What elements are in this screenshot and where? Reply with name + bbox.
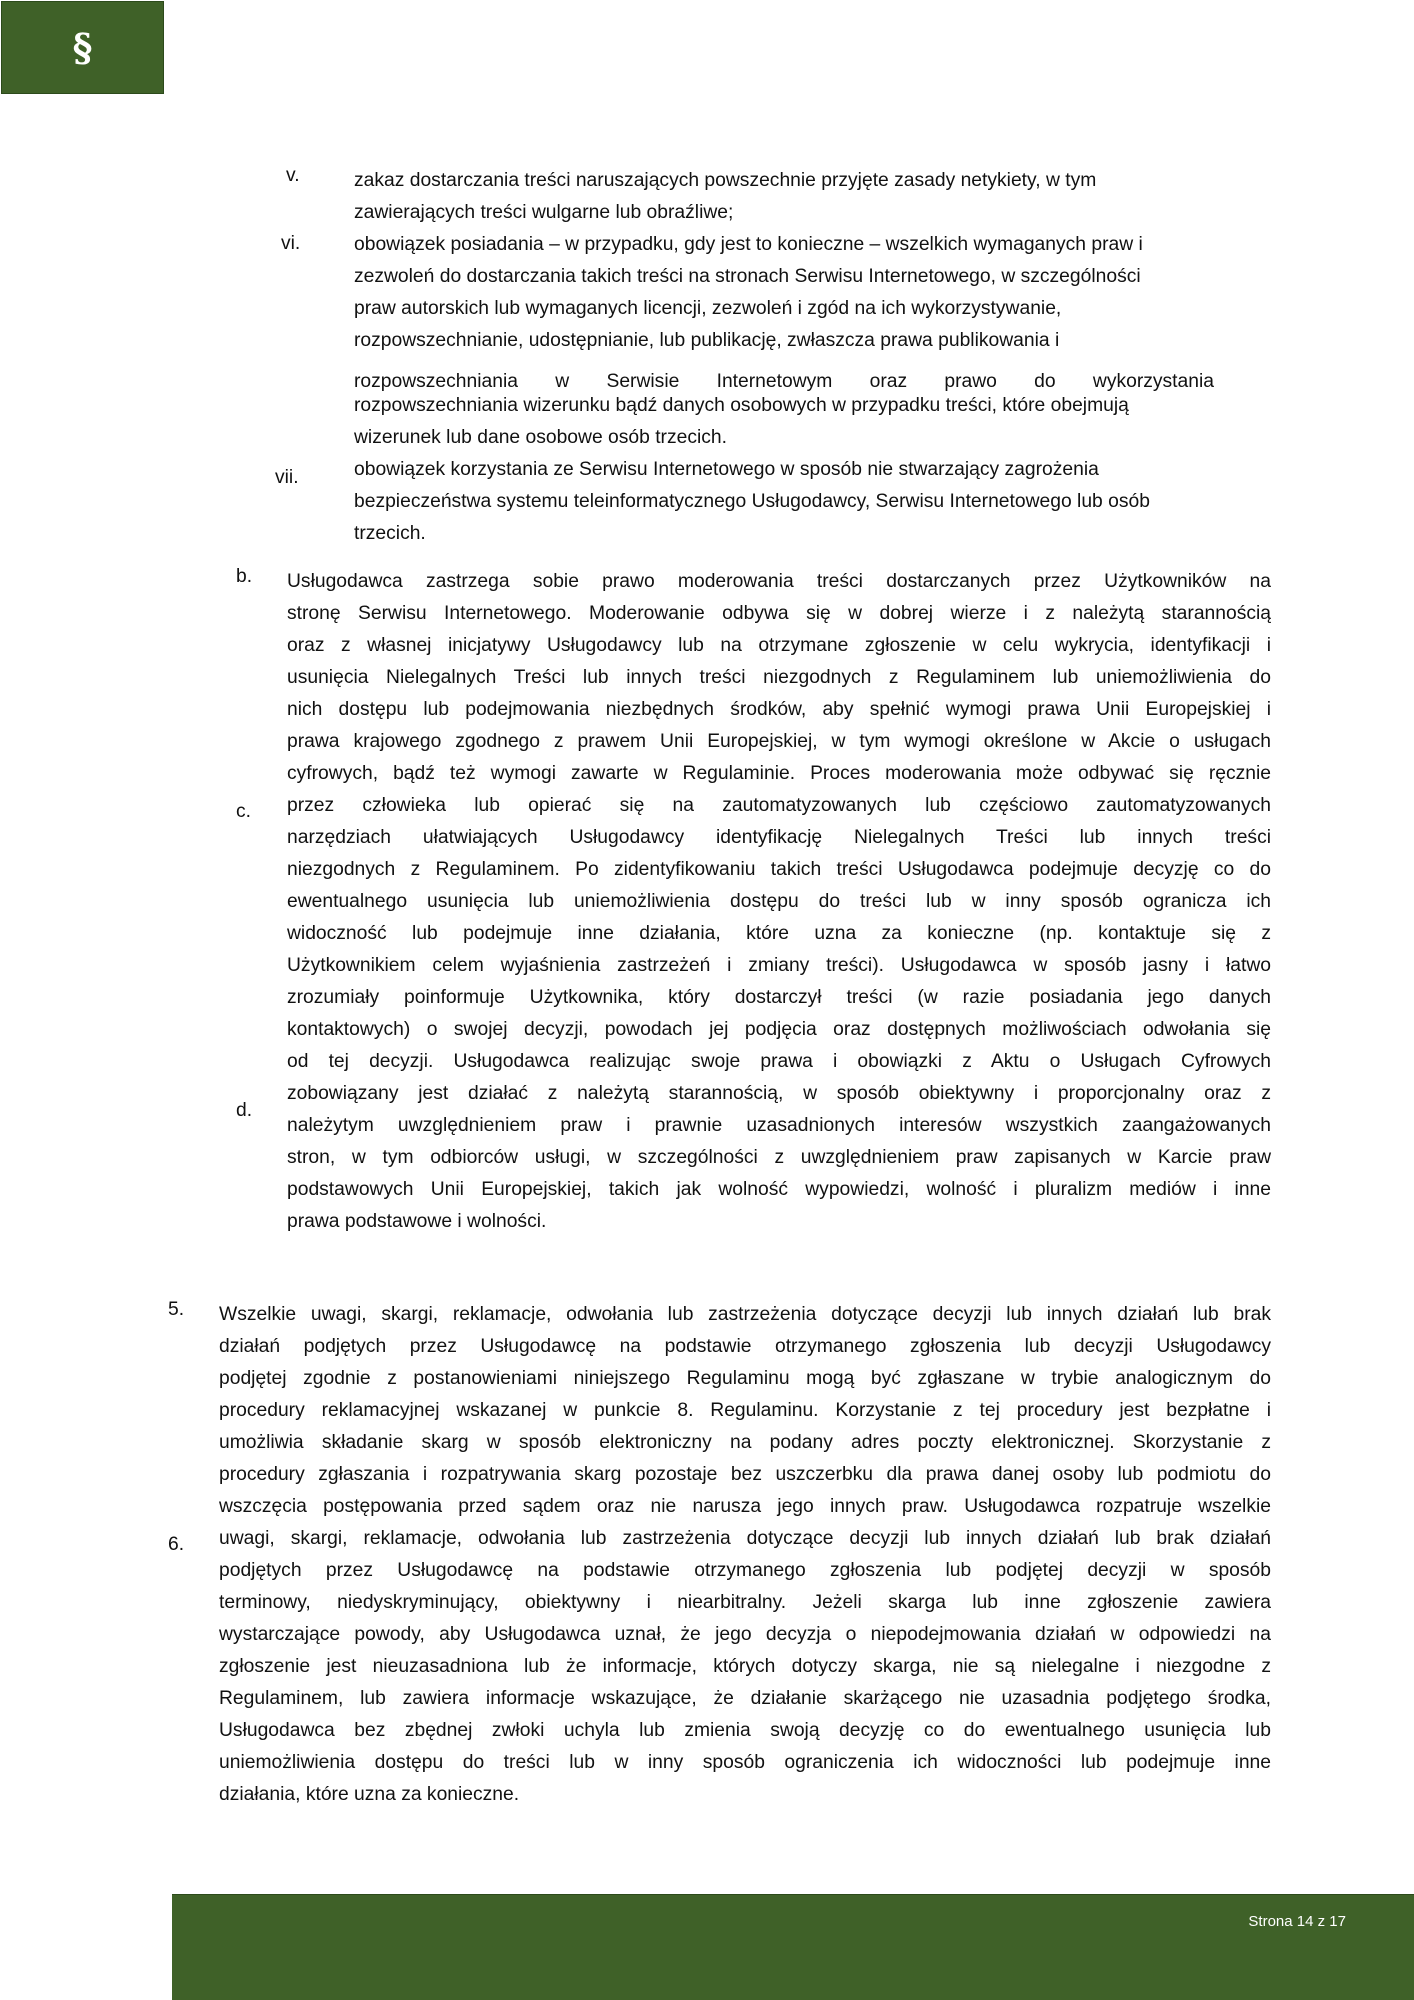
paragraph-line: zawierających treści wulgarne lub obraźliwe; [354,202,734,223]
paragraph-line: ewentualnego usunięcia lub uniemożliwienia dostępu do treści lub w inny sposób ogranicza ich [287,891,1271,912]
paragraph-line: praw autorskich lub wymaganych licencji, zezwoleń i zgód na ich wykorzystywanie, [354,298,1062,319]
paragraph-line: bezpieczeństwa systemu teleinformatycznego Usługodawcy, Serwisu Internetowego lub osób [354,491,1150,512]
paragraph-line: trzecich. [354,523,426,544]
paragraph-line: od tej decyzji. Usługodawca realizując swoje prawa i obowiązki z Aktu o Usługach Cyfrowych [287,1051,1271,1072]
paragraph-line: rozpowszechniania w Serwisie Internetowym oraz prawo do wykorzystania [354,371,1214,392]
item-marker-vii: vii. [275,467,299,488]
item-marker-6: 6. [168,1534,185,1555]
paragraph-line: nich dostępu lub podejmowania niezbędnych środków, aby spełnić wymogi prawa Unii Europejskiej i [287,699,1271,720]
paragraph-line: wystarczające powody, aby Usługodawca uznał, że jego decyzja o niepodejmowania działań w odpowiedzi na [219,1624,1271,1645]
paragraph-line: rozpowszechnianie, udostępnianie, lub publikację, zwłaszcza prawa publikowania i [354,330,1060,351]
paragraph-line: wizerunek lub dane osobowe osób trzecich. [354,427,727,448]
paragraph-line: podjętych przez Usługodawcę na podstawie otrzymanego zgłoszenia lub podjętej decyzji w sposób [219,1560,1271,1581]
paragraph-line: Usługodawca zastrzega sobie prawo moderowania treści dostarczanych przez Użytkowników na [287,571,1271,592]
paragraph-line: obowiązek korzystania ze Serwisu Internetowego w sposób nie stwarzający zagrożenia [354,459,1099,480]
paragraph-line: zakaz dostarczania treści naruszających powszechnie przyjęte zasady netykiety, w tym [354,170,1097,191]
paragraph-line: cyfrowych, bądź też wymogi zawarte w Regulaminie. Proces moderowania może odbywać się ręcznie [287,763,1271,784]
paragraph-line: narzędziach ułatwiających Usługodawcy identyfikację Nielegalnych Treści lub innych treści [287,827,1271,848]
paragraph-line: procedury reklamacyjnej wskazanej w punkcie 8. Regulaminu. Korzystanie z tej procedury jest bezpłatne i [219,1400,1271,1421]
paragraph-line: rozpowszechniania wizerunku bądź danych osobowych w przypadku treści, które obejmują [354,395,1129,416]
paragraph-line: prawa podstawowe i wolności. [287,1211,547,1232]
paragraph-line: zgłoszenie jest nieuzasadniona lub że informacje, których dotyczy skarga, nie są nielegalne i niezgodne z [219,1656,1271,1677]
paragraph-line: uwagi, skargi, reklamacje, odwołania lub zastrzeżenia dotyczące decyzji lub innych działań lub brak działań [219,1528,1271,1549]
paragraph-line: procedury zgłaszania i rozpatrywania skarg pozostaje bez uszczerbku dla prawa danej osoby lub podmiotu do [219,1464,1271,1485]
paragraph-line: Regulaminem, lub zawiera informacje wskazujące, że działanie skarżącego nie uzasadnia podjętego środka, [219,1688,1271,1709]
paragraph-line: uniemożliwienia dostępu do treści lub w inny sposób ograniczenia ich widoczności lub podejmuje inne [219,1752,1271,1773]
item-marker-vi: vi. [281,233,301,254]
paragraph-line: zrozumiały poinformuje Użytkownika, który dostarczył treści (w razie posiadania jego danych [287,987,1271,1008]
paragraph-line: stronę Serwisu Internetowego. Moderowanie odbywa się w dobrej wierze i z należytą starannością [287,603,1271,624]
paragraph-line: stron, w tym odbiorców usługi, w szczególności z uwzględnieniem praw zapisanych w Karcie praw [287,1147,1271,1168]
item-marker-5: 5. [168,1299,185,1320]
paragraph-line: podjętej zgodnie z postanowieniami niniejszego Regulaminu mogą być zgłaszane w trybie analogicznym do [219,1368,1271,1389]
paragraph-line: przez człowieka lub opierać się na zautomatyzowanych lub częściowo zautomatyzowanych [287,795,1271,816]
section-badge [1,1,164,94]
paragraph-line: Usługodawca bez zbędnej zwłoki uchyla lub zmienia swoją decyzję co do ewentualnego usunięcia lub [219,1720,1271,1741]
paragraph-line: usunięcia Nielegalnych Treści lub innych treści niezgodnych z Regulaminem lub uniemożliwienia do [287,667,1271,688]
paragraph-line: widoczność lub podejmuje inne działania, które uzna za konieczne (np. kontaktuje się z [287,923,1271,944]
item-marker-c: c. [236,801,251,822]
paragraph-line: działania, które uzna za konieczne. [219,1784,520,1805]
paragraph-line: prawa krajowego zgodnego z prawem Unii Europejskiej, w tym wymogi określone w Akcie o usługach [287,731,1271,752]
paragraph-line: Użytkownikiem celem wyjaśnienia zastrzeżeń i zmiany treści). Usługodawca w sposób jasny i łatwo [287,955,1271,976]
item-marker-d: d. [236,1100,253,1121]
paragraph-line: zobowiązany jest działać z należytą starannością, w sposób obiektywny i proporcjonalny oraz z [287,1083,1271,1104]
item-marker-v: v. [286,165,300,186]
paragraph-line: oraz z własnej inicjatywy Usługodawcy lub na otrzymane zgłoszenie w celu wykrycia, identyfikacji i [287,635,1271,656]
paragraph-line: Wszelkie uwagi, skargi, reklamacje, odwołania lub zastrzeżenia dotyczące decyzji lub innych działań lub brak [219,1304,1271,1325]
paragraph-line: zezwoleń do dostarczania takich treści na stronach Serwisu Internetowego, w szczególności [354,266,1141,287]
paragraph-line: wszczęcia postępowania przed sądem oraz nie narusza jego innych praw. Usługodawca rozpatruje wszelkie [219,1496,1271,1517]
page-footer [172,1894,1414,2000]
section-symbol: § [72,25,93,70]
item-marker-b: b. [236,566,253,587]
paragraph-line: podstawowych Unii Europejskiej, takich jak wolność wypowiedzi, wolność i pluralizm mediów i inne [287,1179,1271,1200]
paragraph-line: kontaktowych) o swojej decyzji, powodach jej podjęcia oraz dostępnych możliwościach odwołania się [287,1019,1271,1040]
paragraph-line: umożliwia składanie skarg w sposób elektroniczny na podany adres poczty elektronicznej. Skorzystanie z [219,1432,1271,1453]
page-number: Strona 14 z 17 [1248,1913,1346,1930]
paragraph-line: należytym uwzględnieniem praw i prawnie uzasadnionych interesów wszystkich zaangażowanych [287,1115,1271,1136]
paragraph-line: działań podjętych przez Usługodawcę na podstawie otrzymanego zgłoszenia lub decyzji Usługodawcy [219,1336,1271,1357]
paragraph-line: terminowy, niedyskryminujący, obiektywny i niearbitralny. Jeżeli skarga lub inne zgłoszenie zawiera [219,1592,1271,1613]
paragraph-line: obowiązek posiadania – w przypadku, gdy jest to konieczne – wszelkich wymaganych praw i [354,234,1143,255]
paragraph-line: niezgodnych z Regulaminem. Po zidentyfikowaniu takich treści Usługodawca podejmuje decyzję co do [287,859,1271,880]
